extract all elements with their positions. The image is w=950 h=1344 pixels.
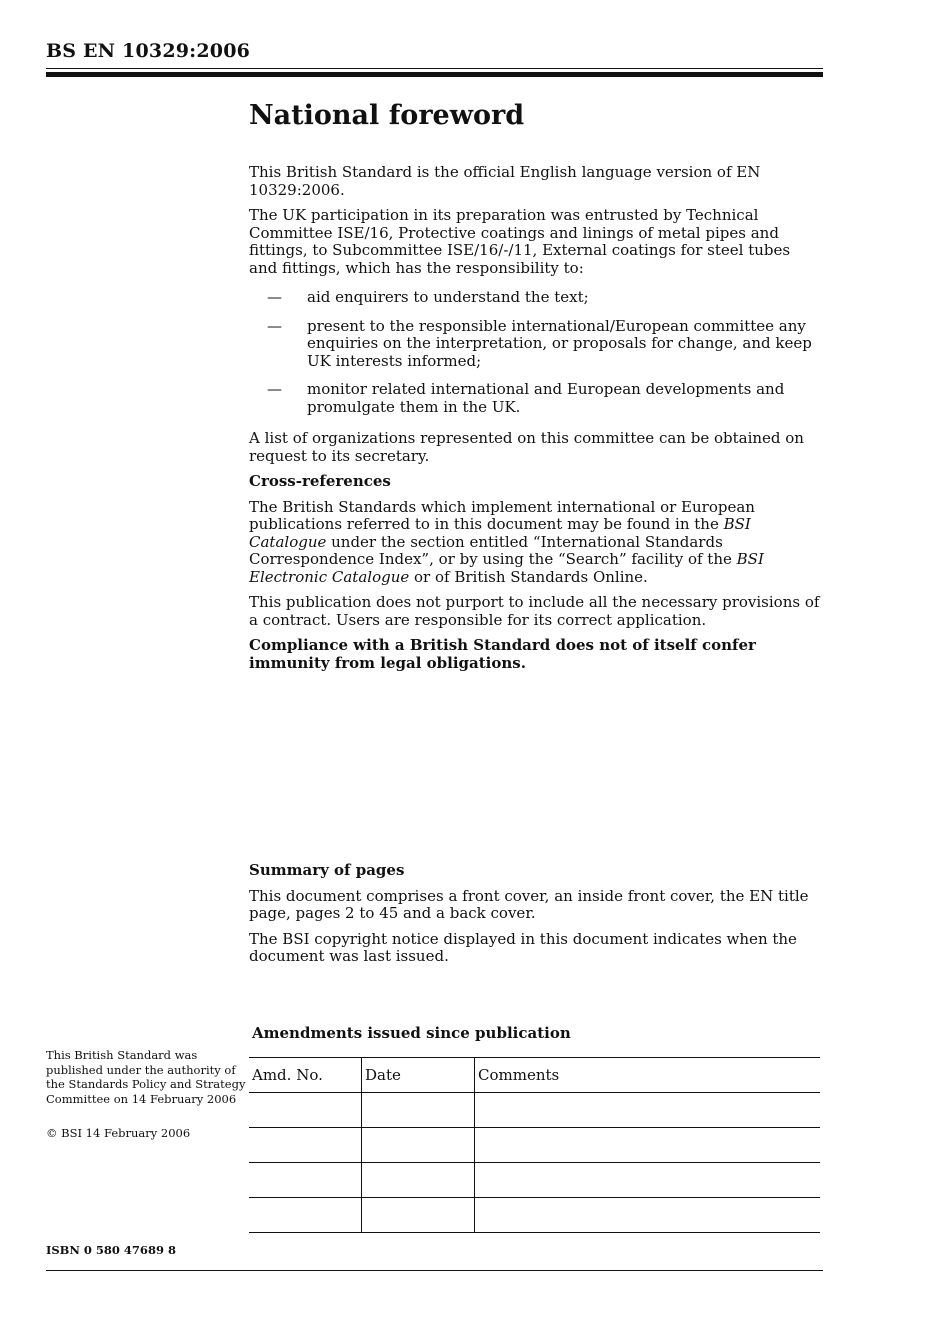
table-cell <box>475 1198 821 1233</box>
list-item-text: aid enquirers to understand the text; <box>307 288 589 306</box>
bsi-catalogue-ref: BSI Catalogue <box>249 515 751 551</box>
table-row <box>249 1128 820 1163</box>
sidebar <box>46 1048 246 1161</box>
table-row <box>249 1198 820 1233</box>
isbn: ISBN 0 580 47689 8 <box>46 1243 176 1257</box>
column-header-amd-no: Amd. No. <box>249 1058 362 1093</box>
intro-paragraph: This British Standard is the official English language version of EN 10329:2006. <box>249 163 761 199</box>
crossref-heading: Cross-references <box>249 472 391 490</box>
column-header-date: Date <box>362 1058 475 1093</box>
table-cell <box>249 1093 362 1128</box>
crossref-text-a: The British Standards which implement international or European publications referred to in this document may be found in the <box>249 497 755 533</box>
crossref-text-e: or of British Standards Online. <box>409 567 648 586</box>
summary-section <box>249 862 823 974</box>
amendments-title: Amendments issued since publication <box>252 1024 571 1042</box>
crossref-paragraph <box>249 499 823 587</box>
list-item <box>249 289 823 307</box>
bsi-electronic-catalogue-ref: BSI Electronic Catalogue <box>249 550 764 586</box>
table-row <box>249 1163 820 1198</box>
main-content <box>249 164 823 680</box>
responsibility-list <box>249 289 823 416</box>
compliance-statement: Compliance with a British Standard does not of itself confer immunity from legal obligations. <box>249 636 756 672</box>
crossref-text-c: under the section entitled “International Standards Correspondence Index”, or by using the “Search” facility of the <box>249 532 737 568</box>
page-title: National foreword <box>249 100 525 131</box>
table-cell <box>475 1128 821 1163</box>
list-item <box>249 381 823 416</box>
footer-rule <box>46 1270 823 1271</box>
dash-bullet: — <box>267 288 282 306</box>
contract-paragraph: This publication does not purport to include all the necessary provisions of a contract. Users are responsible for its correct application. <box>249 593 820 629</box>
publication-authority-note: This British Standard was published under the authority of the Standards Policy and Strategy Committee on 14 February 2006 <box>46 1048 246 1106</box>
list-item <box>249 318 823 371</box>
list-item-text: monitor related international and European developments and promulgate them in the UK. <box>307 380 785 416</box>
header-rule-thin <box>46 68 823 69</box>
committee-paragraph: A list of organizations represented on this committee can be obtained on request to its secretary. <box>249 429 804 465</box>
table-cell <box>249 1128 362 1163</box>
amendments-table <box>249 1057 820 1233</box>
summary-heading: Summary of pages <box>249 861 405 879</box>
header-rule-thick <box>46 72 823 77</box>
copyright-line: © BSI 14 February 2006 <box>46 1126 191 1140</box>
table-header-row <box>249 1058 820 1093</box>
list-item-text: present to the responsible international/European committee any enquiries on the interpretation, or proposals for change, and keep UK interests informed; <box>307 316 812 370</box>
dash-bullet: — <box>267 380 282 398</box>
dash-bullet: — <box>267 316 282 335</box>
table-cell <box>475 1093 821 1128</box>
copyright-notice-paragraph: The BSI copyright notice displayed in this document indicates when the document was last issued. <box>249 929 797 965</box>
participation-paragraph: The UK participation in its preparation was entrusted by Technical Committee ISE/16, Protective coatings and linings of metal pipes and fittings, to Subcommittee ISE/16/-/11, External coatings for steel tubes and fittings, which has the responsibility to: <box>249 206 791 277</box>
table-cell <box>362 1128 475 1163</box>
table-row <box>249 1093 820 1128</box>
table-cell <box>362 1198 475 1233</box>
column-header-comments: Comments <box>475 1058 821 1093</box>
table-cell <box>475 1163 821 1198</box>
table-cell <box>249 1198 362 1233</box>
table-cell <box>249 1163 362 1198</box>
document-id: BS EN 10329:2006 <box>46 40 251 62</box>
table-cell <box>362 1093 475 1128</box>
table-cell <box>362 1163 475 1198</box>
summary-paragraph: This document comprises a front cover, an inside front cover, the EN title page, pages 2 to 45 and a back cover. <box>249 886 809 922</box>
